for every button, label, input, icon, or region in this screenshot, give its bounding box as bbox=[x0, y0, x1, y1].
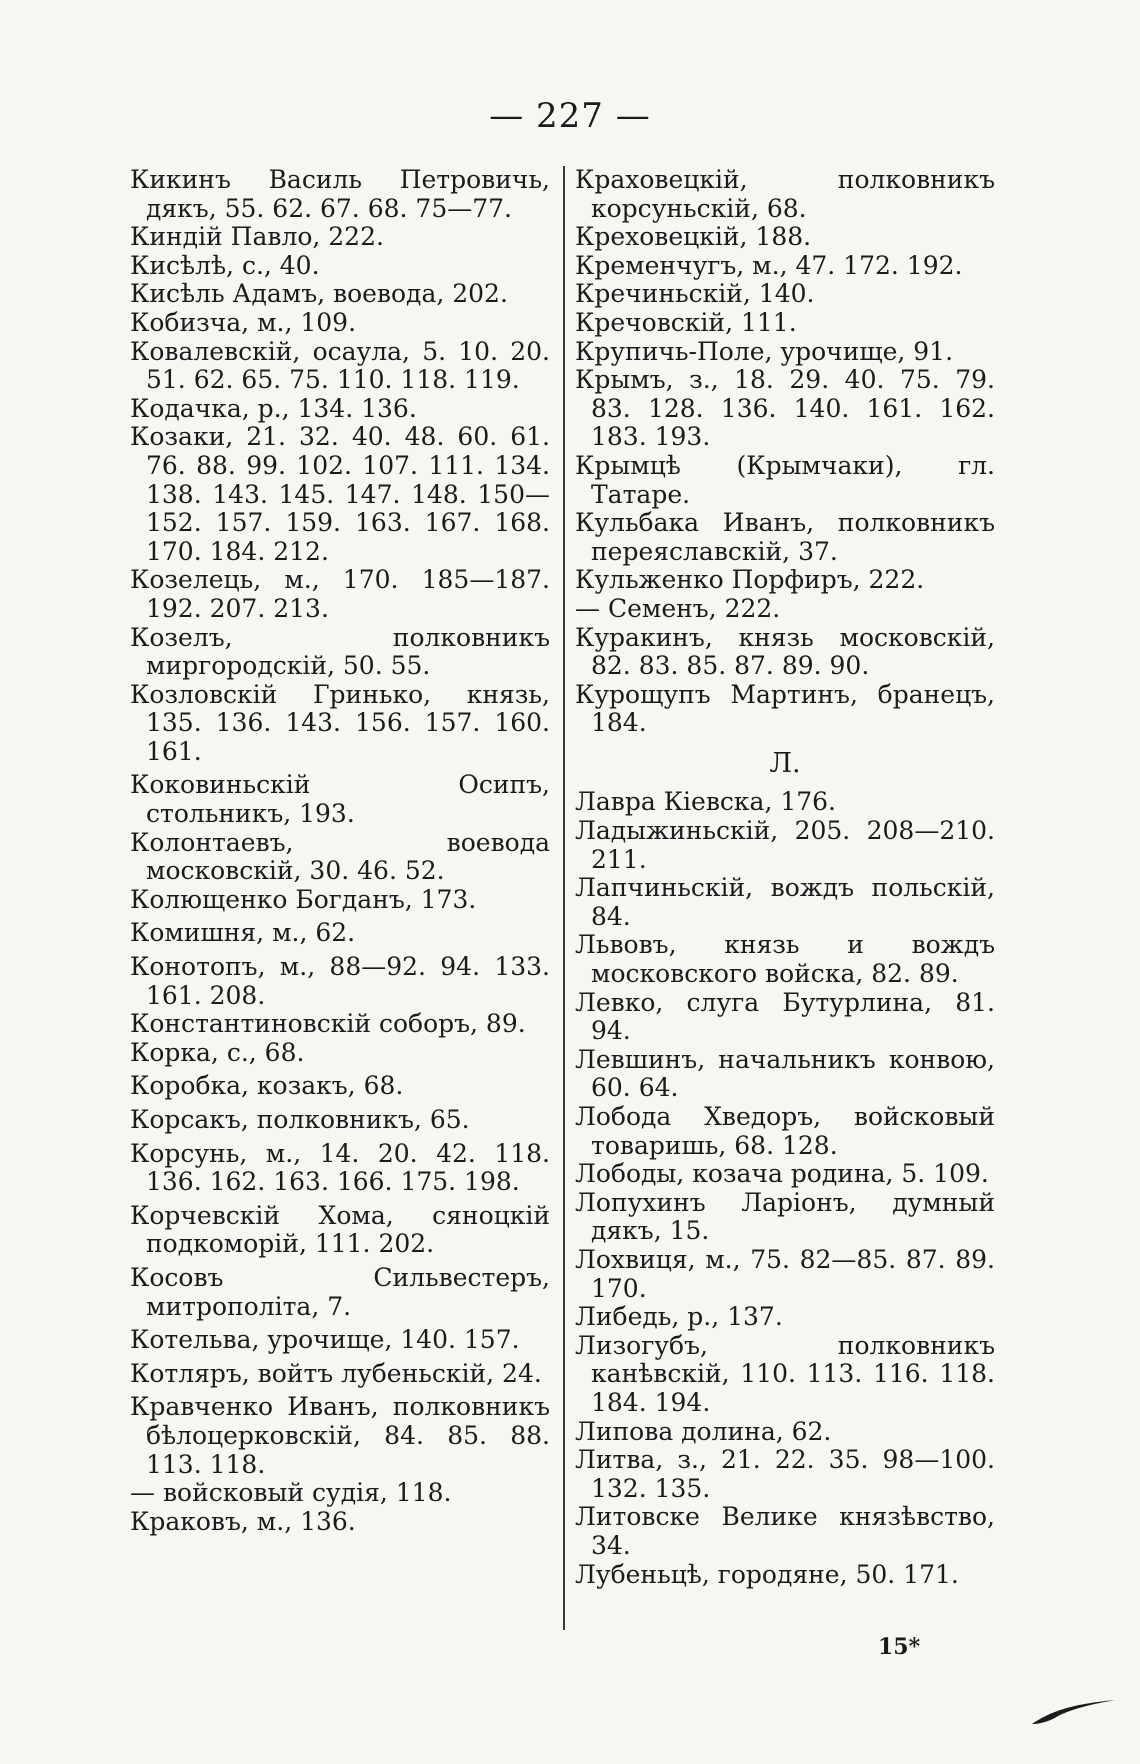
pen-stroke-mark bbox=[1030, 1690, 1120, 1730]
index-entry: Львовъ, князь и вождъ московского войска, 82. 89. bbox=[575, 930, 995, 989]
index-entry: Кульбака Иванъ, полковникъ переяславскій, 37. bbox=[575, 508, 995, 566]
section-letter: Л. bbox=[769, 747, 801, 779]
index-entry: Кикинъ Василь Петровичь, дякъ, 55. 62. 67. 68. 75—77. bbox=[130, 165, 550, 223]
index-entry: Козловскій Гринько, князь, 135. 136. 143. 156. 157. 160. 161. bbox=[130, 679, 550, 766]
index-entry: Лобода Хведоръ, войсковый товаришь, 68. 128. bbox=[575, 1102, 995, 1160]
index-entry: — войсковый судія, 118. bbox=[130, 1478, 452, 1508]
index-entry: Куракинъ, князь московскій, 82. 83. 85. 87. 89. 90. bbox=[575, 622, 995, 681]
index-entry: Козелъ, полковникъ миргородскій, 50. 55. bbox=[130, 622, 550, 681]
index-entry: Литовске Велике князѣвство, 34. bbox=[575, 1502, 995, 1560]
index-entry: Лапчиньскій, вождъ польскій, 84. bbox=[575, 873, 995, 931]
index-entry: Лизогубъ, полковникъ канѣвскій, 110. 113. 116. 118. 184. 194. bbox=[575, 1330, 995, 1417]
index-entry: Крымцѣ (Крымчаки), гл. Татаре. bbox=[575, 450, 995, 509]
index-entry: Кисѣлѣ, с., 40. bbox=[130, 250, 320, 280]
index-entry: Краковъ, м., 136. bbox=[130, 1506, 356, 1536]
index-entry: Крымъ, з., 18. 29. 40. 75. 79. 83. 128. 136. 140. 161. 162. 183. 193. bbox=[575, 365, 995, 452]
index-entry: Козаки, 21. 32. 40. 48. 60. 61. 76. 88. 99. 102. 107. 111. 134. 138. 143. 145. 147. 148. 150—152. 157. 159. 163. 167. 168. 170. 184. 212. bbox=[130, 422, 550, 566]
index-entry: Липова долина, 62. bbox=[575, 1416, 832, 1446]
index-column-left bbox=[130, 166, 550, 1536]
page-number: — 227 — bbox=[489, 96, 651, 136]
index-entry: Киндій Павло, 222. bbox=[130, 222, 384, 252]
signature-mark: 15* bbox=[878, 1634, 921, 1660]
index-entry: Коробка, козакъ, 68. bbox=[130, 1071, 404, 1101]
index-entry: Креховецкій, 188. bbox=[575, 222, 812, 252]
index-entry: Либедь, р., 137. bbox=[575, 1302, 783, 1332]
index-entry: Ковалевскій, осаула, 5. 10. 20. 51. 62. 65. 75. 110. 118. 119. bbox=[130, 336, 550, 395]
index-entry: Курощупъ Мартинъ, бранецъ, 184. bbox=[575, 679, 995, 738]
index-entry: Ладыжиньскій, 205. 208—210. 211. bbox=[575, 816, 995, 874]
index-column-right bbox=[563, 166, 995, 1630]
index-entry: Корка, с., 68. bbox=[130, 1037, 305, 1067]
index-entry: Кисѣль Адамъ, воевода, 202. bbox=[130, 279, 508, 309]
index-entry: Колонтаевъ, воевода московскій, 30. 46. 52. bbox=[130, 827, 550, 886]
index-entry: Кречовскій, 111. bbox=[575, 307, 797, 337]
index-entry: Корчевскій Хома, сяноцкій подкоморій, 111. 202. bbox=[130, 1200, 550, 1259]
index-entry: Котельва, урочище, 140. 157. bbox=[130, 1325, 520, 1355]
index-entry: Кульженко Порфиръ, 222. bbox=[575, 565, 925, 595]
index-entry: Кодачка, р., 134. 136. bbox=[130, 393, 417, 423]
index-entry: Лавра Кіевска, 176. bbox=[575, 787, 836, 817]
index-entry: Лободы, козача родина, 5. 109. bbox=[575, 1159, 989, 1189]
index-entry: Комишня, м., 62. bbox=[130, 918, 356, 948]
index-entry: Лохвиця, м., 75. 82—85. 87. 89. 170. bbox=[575, 1244, 995, 1303]
index-entry: Константиновскій соборъ, 89. bbox=[130, 1009, 526, 1039]
index-entry: Кречиньскій, 140. bbox=[575, 279, 815, 309]
index-entry: Лубеньцѣ, городяне, 50. 171. bbox=[575, 1559, 959, 1589]
index-entry: Косовъ Сильвестеръ, митрополіта, 7. bbox=[130, 1262, 550, 1321]
index-entry: Лопухинъ Ларіонъ, думный дякъ, 15. bbox=[575, 1187, 995, 1246]
index-entry: Коковиньскій Осипъ, стольникъ, 193. bbox=[130, 770, 550, 829]
index-entry: Кременчугъ, м., 47. 172. 192. bbox=[575, 250, 963, 280]
index-entry: Конотопъ, м., 88—92. 94. 133. 161. 208. bbox=[130, 952, 550, 1010]
index-entry: Левшинъ, начальникъ конвою, 60. 64. bbox=[575, 1044, 995, 1103]
index-entry: Кравченко Иванъ, полковникъ бѣлоцерковскій, 84. 85. 88. 113. 118. bbox=[130, 1392, 550, 1479]
index-entry: Краховецкій, полковникъ корсуньскій, 68. bbox=[575, 165, 995, 223]
index-entry: Литва, з., 21. 22. 35. 98—100. 132. 135. bbox=[575, 1445, 995, 1503]
index-entry: Котляръ, войтъ лубеньскій, 24. bbox=[130, 1358, 542, 1388]
index-entry: Козелець, м., 170. 185—187. 192. 207. 213. bbox=[130, 565, 550, 623]
index-entry: — Семенъ, 222. bbox=[575, 593, 781, 623]
index-entry: Корсакъ, полковникъ, 65. bbox=[130, 1105, 470, 1134]
index-entry: Крупичь-Поле, урочище, 91. bbox=[575, 336, 954, 366]
index-entry: Левко, слуга Бутурлина, 81. 94. bbox=[575, 987, 995, 1046]
index-entry: Корсунь, м., 14. 20. 42. 118. 136. 162. 163. 166. 175. 198. bbox=[130, 1138, 550, 1197]
index-entry: Кобизча, м., 109. bbox=[130, 307, 357, 337]
index-entry: Колющенко Богданъ, 173. bbox=[130, 884, 477, 914]
